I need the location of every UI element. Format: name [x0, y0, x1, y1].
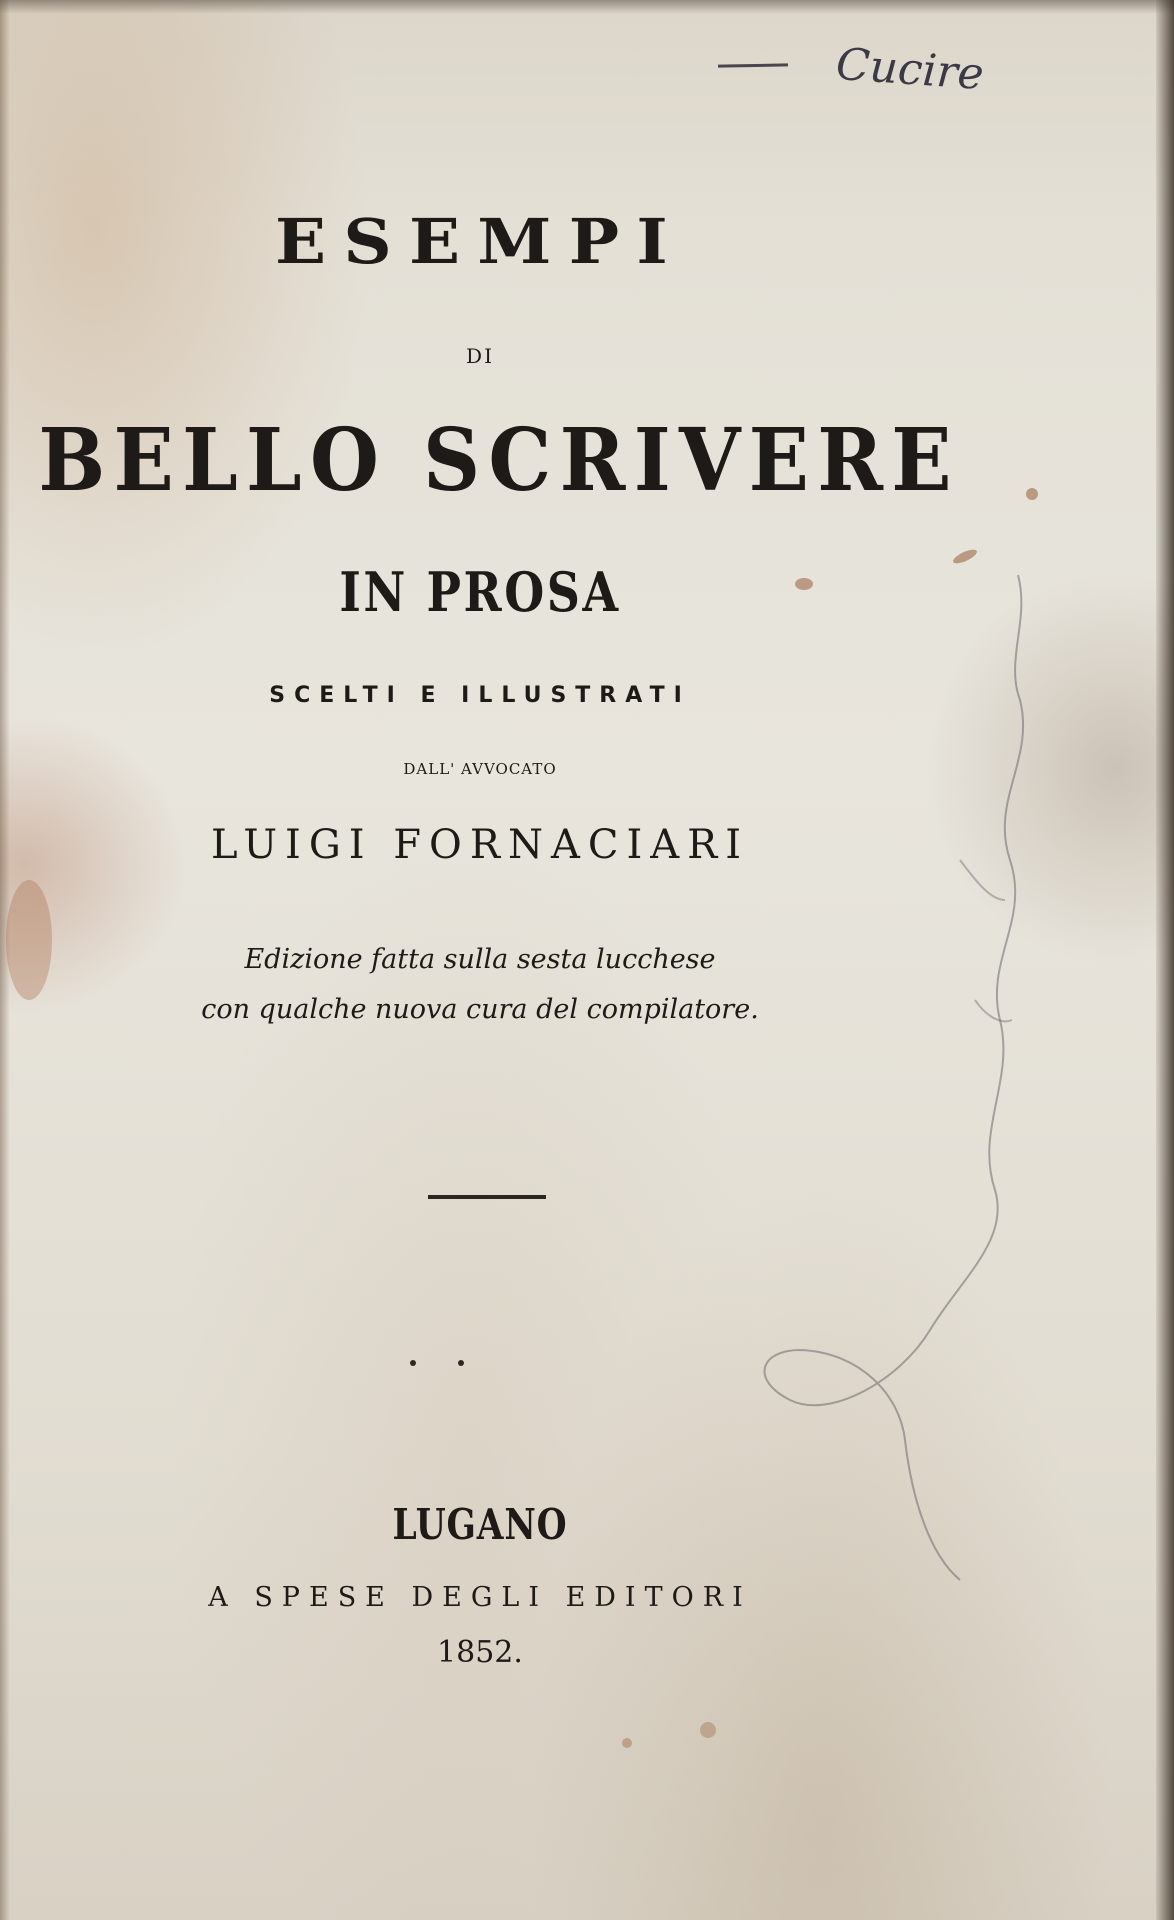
handwritten-note: Cucire: [834, 38, 986, 101]
title-in-prosa: IN PROSA: [339, 560, 621, 624]
title-esempi: ESEMPI: [275, 205, 685, 278]
imprint-place: LUGANO: [392, 1500, 568, 1549]
by-line: DALL' AVVOCATO: [403, 760, 557, 778]
author-name: LUIGI FORNACIARI: [210, 822, 750, 868]
edition-note-line2: con qualche nuova cura del compilatore.: [201, 994, 759, 1025]
ornament-dot: [410, 1360, 416, 1366]
imprint-publisher: A SPESE DEGLI EDITORI: [208, 1582, 752, 1613]
horizontal-rule: [428, 1195, 546, 1199]
ornament-dot: [458, 1360, 464, 1366]
edition-note-line1: Edizione fatta sulla sesta lucchese: [244, 944, 716, 975]
subtitle: SCELTI E ILLUSTRATI: [269, 683, 691, 708]
title-bello-scrivere: BELLO SCRIVERE: [38, 410, 960, 511]
title-di: DI: [466, 344, 494, 368]
imprint-year: 1852.: [437, 1635, 523, 1670]
